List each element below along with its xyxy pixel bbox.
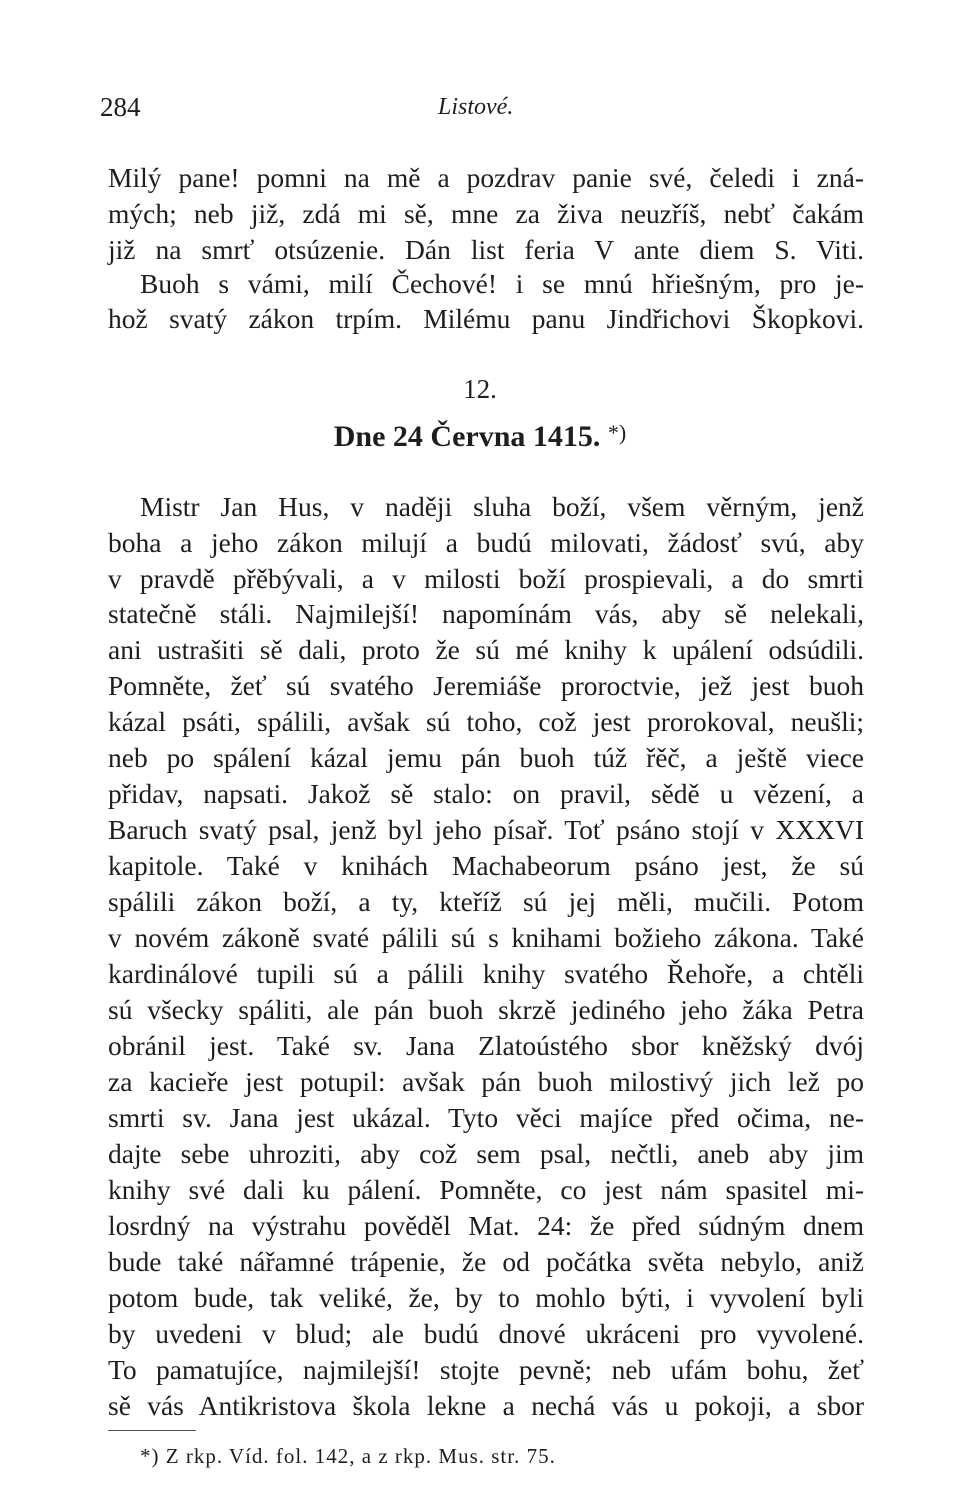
text-line: Baruch svatý psal, jenž byl jeho písař. Toť psáno stojí v XXXVI bbox=[108, 814, 864, 845]
text-line: by uvedeni v blud; ale budú dnové ukráceni pro vyvolené. bbox=[108, 1318, 864, 1349]
text-line: knihy své dali ku pálení. Pomněte, co jest nám spasitel mi- bbox=[108, 1174, 864, 1205]
text-line: To pamatujíce, najmilejší! stojte pevně; neb ufám bohu, žeť bbox=[108, 1354, 864, 1385]
text-line: ani ustrašiti sě dali, proto že sú mé knihy k upálení odsúdili. bbox=[108, 634, 864, 665]
text-line: potom bude, tak veliké, že, by to mohlo býti, i vyvolení byli bbox=[108, 1282, 864, 1313]
footnote-reference: *) bbox=[607, 420, 627, 445]
text-line: Mistr Jan Hus, v naději sluha boží, všem věrným, jenž bbox=[140, 491, 864, 522]
text-line: sě vás Antikristova škola lekne a nechá vás u pokoji, a sbor bbox=[108, 1390, 864, 1421]
text-line: dajte sebe uhroziti, aby což sem psal, nečtli, aneb aby jim bbox=[108, 1138, 864, 1169]
text-line: statečně stáli. Najmilejší! napomínám vás, aby sě nelekali, bbox=[108, 598, 864, 629]
text-line: mých; neb již, zdá mi sě, mne za živa neuzříš, nebť čakám bbox=[108, 198, 864, 229]
section-date: Dne 24 Června 1415. bbox=[333, 420, 601, 453]
text-line: Buoh s vámi, milí Čechové! i se mnú hřiešným, pro je- bbox=[140, 268, 864, 299]
footnote-rule bbox=[108, 1430, 196, 1431]
text-line: bude také nářamné trápenie, že od počátka světa nebylo, aniž bbox=[108, 1246, 864, 1277]
running-title: Listové. bbox=[438, 94, 514, 120]
text-line: kardinálové tupili sú a pálili knihy svatého Řehoře, a chtěli bbox=[108, 958, 864, 989]
text-line: smrti sv. Jana jest ukázal. Tyto věci majíce před očima, ne- bbox=[108, 1102, 864, 1133]
text-line: losrdný na výstrahu pověděl Mat. 24: že před súdným dnem bbox=[108, 1210, 864, 1241]
text-line: Milý pane! pomni na mě a pozdrav panie své, čeledi i zná- bbox=[108, 162, 864, 193]
text-line: v novém zákoně svaté pálili sú s knihami božieho zákona. Také bbox=[108, 922, 864, 953]
text-line: za kacieře jest potupil: avšak pán buoh milostivý jich lež po bbox=[108, 1066, 864, 1097]
text-line: spálili zákon boží, a ty, kteříž sú jej měli, mučili. Potom bbox=[108, 886, 864, 917]
text-line: již na smrť otsúzenie. Dán list feria V ante diem S. Viti. bbox=[108, 234, 864, 265]
text-line: boha a jeho zákon milují a budú milovati, žádosť svú, aby bbox=[108, 527, 864, 558]
text-line: obránil jest. Také sv. Jana Zlatoústého sbor kněžský dvój bbox=[108, 1030, 864, 1061]
text-line: v pravdě přěbývali, a v milosti boží prospievali, a do smrti bbox=[108, 563, 864, 594]
text-line: kapitole. Také v knihách Machabeorum psáno jest, že sú bbox=[108, 850, 864, 881]
text-line: neb po spálení kázal jemu pán buoh túž řěč, a ještě viece bbox=[108, 742, 864, 773]
section-heading bbox=[0, 420, 960, 454]
section-number: 12. bbox=[463, 374, 497, 404]
text-line: kázal psáti, spálili, avšak sú toho, což jest prorokoval, neušli; bbox=[108, 706, 864, 737]
text-line: přidav, napsati. Jakož sě stalo: on pravil, sědě u vězení, a bbox=[108, 778, 864, 809]
text-line: sú všecky spáliti, ale pán buoh skrzě jediného jeho žáka Petra bbox=[108, 994, 864, 1025]
footnote: *) Z rkp. Víd. fol. 142, a z rkp. Mus. str. 75. bbox=[140, 1444, 556, 1468]
text-line: Pomněte, žeť sú svatého Jeremiáše proroctvie, jež jest buoh bbox=[108, 670, 864, 701]
text-line: hož svatý zákon trpím. Milému panu Jindřichovi Škopkovi. bbox=[108, 303, 864, 334]
page-number: 284 bbox=[100, 92, 141, 122]
